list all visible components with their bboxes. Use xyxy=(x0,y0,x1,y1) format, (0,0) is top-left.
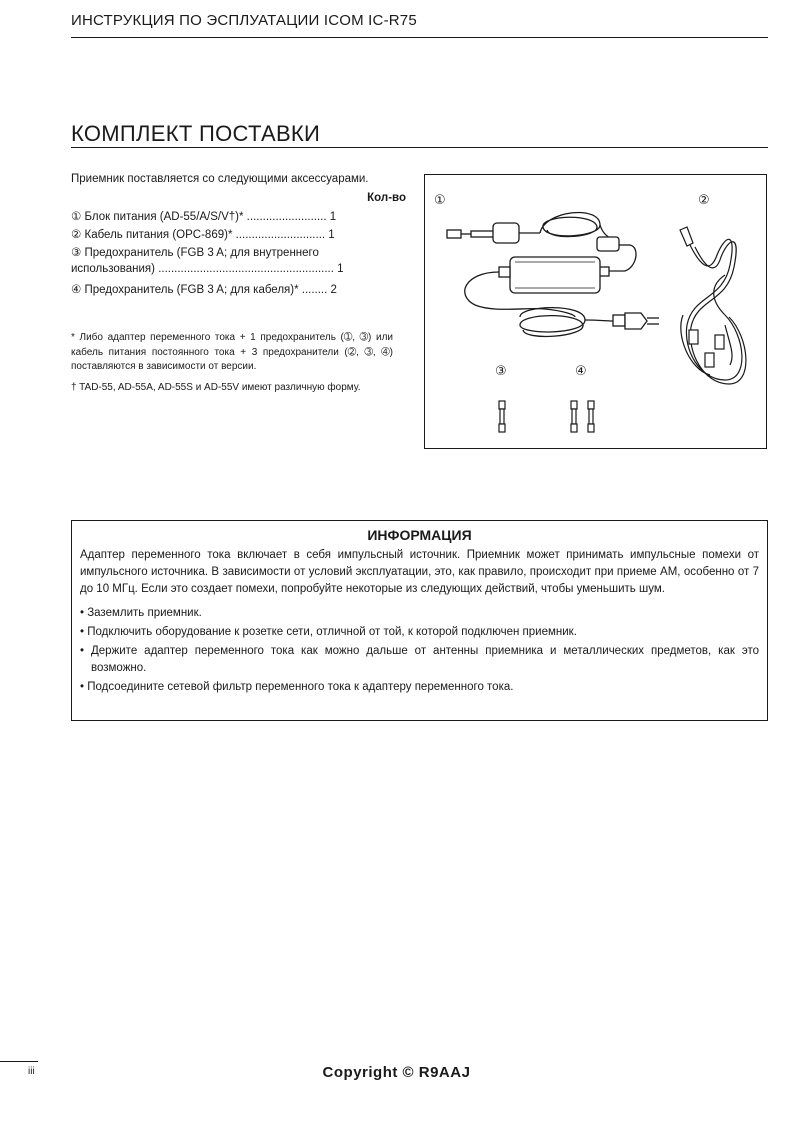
dc-cable-drawing xyxy=(680,227,746,384)
accessory-list xyxy=(71,209,393,300)
section-underline xyxy=(71,147,768,148)
illustration-label-4: ④ xyxy=(575,364,587,379)
fuse-3-drawing xyxy=(499,401,505,432)
illustration-label-1: ① xyxy=(434,193,446,208)
accessories-drawing xyxy=(425,175,768,450)
illustration-label-3: ③ xyxy=(495,364,507,379)
page-number: iii xyxy=(28,1066,35,1077)
page-number-rule xyxy=(0,1061,38,1062)
accessory-item: ④ Предохранитель (FGB 3 A; для кабеля)* ........ 2 xyxy=(71,284,337,296)
list-item: • Подключить оборудование к розетке сети, отличной от той, к которой подключен приемник. xyxy=(80,626,577,638)
copyright-notice: Copyright © R9AAJ xyxy=(322,1064,471,1081)
accessory-item: ② Кабель питания (OPC-869)* ............................ 1 xyxy=(71,229,335,241)
footnotes xyxy=(71,331,393,401)
illustration-label-2: ② xyxy=(698,193,710,208)
footnote-dagger: † TAD-55, AD-55A, AD-55S и AD-55V имеют различную форму. xyxy=(71,381,361,393)
list-item: • Подсоедините сетевой фильтр переменного тока к адаптеру переменного тока. xyxy=(80,681,514,693)
information-body: Адаптер переменного тока включает в себя импульсный источник. Приемник может принимать импульсные помехи от импульсного источника. В зависимости от условий эксплуатации, это, как правило, происходит при приеме АМ, особенно от 7 до 10 МГц. Если это создает помехи, попробуйте некоторые из следующих действий, чтобы уменьшить шум. xyxy=(80,549,759,595)
ac-adapter-drawing xyxy=(447,213,659,337)
accessory-item: ① Блок питания (AD-55/A/S/V†)* ......................... 1 xyxy=(71,211,337,223)
list-item: • Заземлить приемник. xyxy=(80,607,202,619)
footnote-asterisk: * Либо адаптер переменного тока + 1 предохранитель (➀, ➂) или кабель питания постоянного тока + 3 предохранители (➁, ➂, ➃) поставляются в зависимости от версии. xyxy=(71,332,393,372)
section-title: КОМПЛЕКТ ПОСТАВКИ xyxy=(71,121,321,146)
fuse-4-drawing xyxy=(571,401,594,432)
page-header-title: ИНСТРУКЦИЯ ПО ЭСПЛУАТАЦИИ ICOM IC-R75 xyxy=(71,12,417,29)
accessories-intro: Приемник поставляется со следующими аксессуарами. xyxy=(71,173,369,185)
accessories-illustration xyxy=(424,174,767,449)
header-rule xyxy=(71,37,768,38)
information-box xyxy=(71,520,768,721)
accessory-item: ③ Предохранитель (FGB 3 A; для внутреннего использования) ....................................................... 1 xyxy=(71,247,344,275)
information-bullet-list xyxy=(80,605,759,696)
information-title: ИНФОРМАЦИЯ xyxy=(367,527,472,543)
list-item: • Держите адаптер переменного тока как можно дальше от антенны приемника и металлических предметов, как это возможно. xyxy=(80,645,759,674)
quantity-column-label: Кол-во xyxy=(367,192,406,204)
